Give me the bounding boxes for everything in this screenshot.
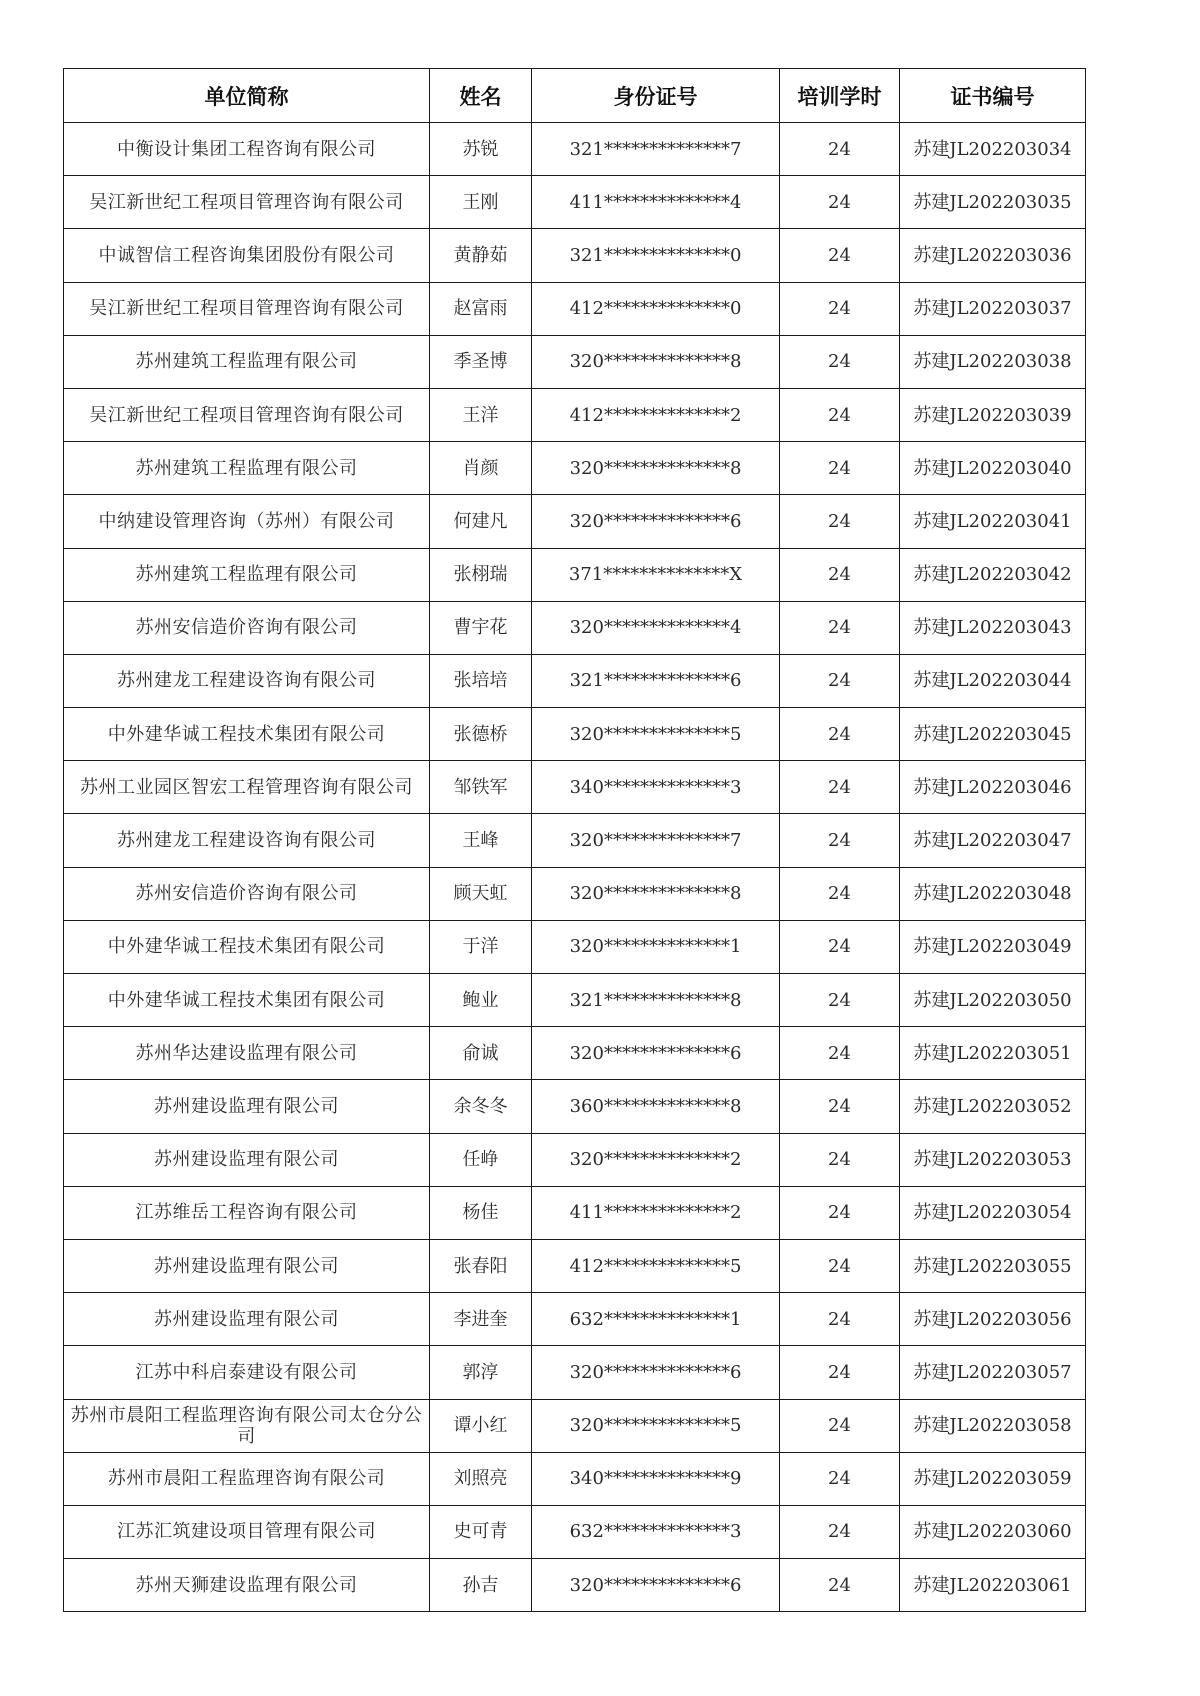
table-row: [64, 335, 1086, 388]
certificate-number-cell: 苏建JL202203052: [900, 1080, 1086, 1133]
training-hours-cell: 24: [780, 920, 900, 973]
unit-name-cell: 中诚智信工程咨询集团股份有限公司: [64, 229, 430, 282]
id-number-cell: 632**************1: [532, 1293, 780, 1346]
table-row: [64, 123, 1086, 176]
table-row: [64, 1133, 1086, 1186]
unit-name-cell: 吴江新世纪工程项目管理咨询有限公司: [64, 388, 430, 441]
id-number-cell: 340**************9: [532, 1452, 780, 1505]
certificate-number-cell: 苏建JL202203059: [900, 1452, 1086, 1505]
training-hours-cell: 24: [780, 1505, 900, 1558]
unit-name-cell: 苏州建筑工程监理有限公司: [64, 548, 430, 601]
certificate-number-cell: 苏建JL202203050: [900, 974, 1086, 1027]
table-row: [64, 388, 1086, 441]
id-number-cell: 320**************1: [532, 920, 780, 973]
table-header: [64, 69, 1086, 123]
id-number-cell: 371**************X: [532, 548, 780, 601]
certificate-number-cell: 苏建JL202203057: [900, 1346, 1086, 1399]
unit-name-cell: 中衡设计集团工程咨询有限公司: [64, 123, 430, 176]
table-row: [64, 708, 1086, 761]
certificate-number-cell: 苏建JL202203055: [900, 1239, 1086, 1292]
id-number-cell: 320**************6: [532, 1027, 780, 1080]
unit-name-cell: 江苏汇筑建设项目管理有限公司: [64, 1505, 430, 1558]
table-row: [64, 601, 1086, 654]
training-hours-cell: 24: [780, 1399, 900, 1452]
training-hours-cell: 24: [780, 1239, 900, 1292]
header-row: [64, 69, 1086, 123]
unit-name-cell: 中外建华诚工程技术集团有限公司: [64, 974, 430, 1027]
unit-name-cell: 苏州建筑工程监理有限公司: [64, 442, 430, 495]
table-row: [64, 1452, 1086, 1505]
certificate-number-cell: 苏建JL202203051: [900, 1027, 1086, 1080]
id-number-cell: 321**************7: [532, 123, 780, 176]
training-hours-cell: 24: [780, 442, 900, 495]
table-row: [64, 974, 1086, 1027]
training-hours-cell: 24: [780, 867, 900, 920]
person-name-cell: 俞诚: [430, 1027, 532, 1080]
id-number-cell: 321**************0: [532, 229, 780, 282]
training-hours-cell: 24: [780, 229, 900, 282]
unit-name-cell: 苏州安信造价咨询有限公司: [64, 867, 430, 920]
id-number-cell: 412**************2: [532, 388, 780, 441]
table-row: [64, 1399, 1086, 1452]
unit-name-cell: 中纳建设管理咨询（苏州）有限公司: [64, 495, 430, 548]
id-number-cell: 320**************4: [532, 601, 780, 654]
table-row: [64, 814, 1086, 867]
unit-name-cell: 苏州建设监理有限公司: [64, 1133, 430, 1186]
certificate-number-cell: 苏建JL202203060: [900, 1505, 1086, 1558]
person-name-cell: 刘照亮: [430, 1452, 532, 1505]
unit-name-cell: 江苏维岳工程咨询有限公司: [64, 1186, 430, 1239]
table-row: [64, 761, 1086, 814]
person-name-cell: 李进奎: [430, 1293, 532, 1346]
certificate-number-cell: 苏建JL202203041: [900, 495, 1086, 548]
training-hours-cell: 24: [780, 761, 900, 814]
unit-name-cell: 苏州建龙工程建设咨询有限公司: [64, 814, 430, 867]
certificate-number-cell: 苏建JL202203061: [900, 1559, 1086, 1612]
id-number-cell: 411**************4: [532, 176, 780, 229]
training-roster-table: [63, 68, 1086, 1612]
training-hours-cell: 24: [780, 1186, 900, 1239]
table-row: [64, 1027, 1086, 1080]
id-number-cell: 320**************7: [532, 814, 780, 867]
certificate-number-cell: 苏建JL202203058: [900, 1399, 1086, 1452]
id-number-cell: 412**************0: [532, 282, 780, 335]
id-number-cell: 632**************3: [532, 1505, 780, 1558]
training-hours-cell: 24: [780, 1346, 900, 1399]
id-number-cell: 320**************6: [532, 1559, 780, 1612]
id-number-cell: 412**************5: [532, 1239, 780, 1292]
person-name-cell: 王峰: [430, 814, 532, 867]
training-hours-cell: 24: [780, 814, 900, 867]
table-row: [64, 229, 1086, 282]
certificate-number-cell: 苏建JL202203042: [900, 548, 1086, 601]
person-name-cell: 何建凡: [430, 495, 532, 548]
unit-name-cell: 苏州市晨阳工程监理咨询有限公司太仓分公司: [64, 1399, 430, 1452]
id-number-cell: 411**************2: [532, 1186, 780, 1239]
training-hours-cell: 24: [780, 974, 900, 1027]
training-hours-cell: 24: [780, 1080, 900, 1133]
training-hours-cell: 24: [780, 1559, 900, 1612]
person-name-cell: 曹宇花: [430, 601, 532, 654]
id-number-cell: 340**************3: [532, 761, 780, 814]
table-row: [64, 654, 1086, 707]
table-row: [64, 1505, 1086, 1558]
table-row: [64, 1559, 1086, 1612]
training-hours-cell: 24: [780, 282, 900, 335]
certificate-number-cell: 苏建JL202203040: [900, 442, 1086, 495]
certificate-number-cell: 苏建JL202203047: [900, 814, 1086, 867]
person-name-cell: 任峥: [430, 1133, 532, 1186]
id-number-cell: 320**************5: [532, 708, 780, 761]
unit-name-cell: 苏州工业园区智宏工程管理咨询有限公司: [64, 761, 430, 814]
unit-name-cell: 江苏中科启泰建设有限公司: [64, 1346, 430, 1399]
training-hours-cell: 24: [780, 1027, 900, 1080]
unit-name-cell: 苏州建设监理有限公司: [64, 1239, 430, 1292]
certificate-number-cell: 苏建JL202203053: [900, 1133, 1086, 1186]
table-row: [64, 442, 1086, 495]
table-row: [64, 1346, 1086, 1399]
unit-name-cell: 苏州建筑工程监理有限公司: [64, 335, 430, 388]
training-hours-cell: 24: [780, 601, 900, 654]
person-name-cell: 肖颜: [430, 442, 532, 495]
person-name-cell: 郭淳: [430, 1346, 532, 1399]
table-row: [64, 548, 1086, 601]
table-row: [64, 495, 1086, 548]
certificate-number-cell: 苏建JL202203035: [900, 176, 1086, 229]
training-hours-cell: 24: [780, 388, 900, 441]
certificate-number-cell: 苏建JL202203039: [900, 388, 1086, 441]
person-name-cell: 史可青: [430, 1505, 532, 1558]
unit-name-cell: 苏州建龙工程建设咨询有限公司: [64, 654, 430, 707]
person-name-cell: 黄静茹: [430, 229, 532, 282]
person-name-cell: 孙吉: [430, 1559, 532, 1612]
certificate-number-cell: 苏建JL202203037: [900, 282, 1086, 335]
person-name-cell: 邹铁军: [430, 761, 532, 814]
table-row: [64, 1186, 1086, 1239]
certificate-number-cell: 苏建JL202203036: [900, 229, 1086, 282]
person-name-cell: 王刚: [430, 176, 532, 229]
person-name-cell: 张春阳: [430, 1239, 532, 1292]
id-number-cell: 321**************8: [532, 974, 780, 1027]
id-number-cell: 321**************6: [532, 654, 780, 707]
training-hours-cell: 24: [780, 708, 900, 761]
certificate-number-cell: 苏建JL202203046: [900, 761, 1086, 814]
table-row: [64, 1239, 1086, 1292]
certificate-number-cell: 苏建JL202203056: [900, 1293, 1086, 1346]
person-name-cell: 顾天虹: [430, 867, 532, 920]
person-name-cell: 苏锐: [430, 123, 532, 176]
header-unit-name: 单位简称: [64, 69, 430, 123]
unit-name-cell: 苏州安信造价咨询有限公司: [64, 601, 430, 654]
certificate-number-cell: 苏建JL202203049: [900, 920, 1086, 973]
unit-name-cell: 吴江新世纪工程项目管理咨询有限公司: [64, 176, 430, 229]
unit-name-cell: 苏州华达建设监理有限公司: [64, 1027, 430, 1080]
id-number-cell: 320**************2: [532, 1133, 780, 1186]
person-name-cell: 张培培: [430, 654, 532, 707]
training-hours-cell: 24: [780, 335, 900, 388]
person-name-cell: 王洋: [430, 388, 532, 441]
person-name-cell: 余冬冬: [430, 1080, 532, 1133]
person-name-cell: 张栩瑞: [430, 548, 532, 601]
id-number-cell: 320**************6: [532, 495, 780, 548]
table-row: [64, 1293, 1086, 1346]
training-hours-cell: 24: [780, 654, 900, 707]
header-id-number: 身份证号: [532, 69, 780, 123]
header-training-hours: 培训学时: [780, 69, 900, 123]
table-row: [64, 176, 1086, 229]
id-number-cell: 320**************8: [532, 867, 780, 920]
training-hours-cell: 24: [780, 1452, 900, 1505]
unit-name-cell: 苏州天狮建设监理有限公司: [64, 1559, 430, 1612]
id-number-cell: 360**************8: [532, 1080, 780, 1133]
certificate-number-cell: 苏建JL202203044: [900, 654, 1086, 707]
person-name-cell: 季圣博: [430, 335, 532, 388]
unit-name-cell: 苏州市晨阳工程监理咨询有限公司: [64, 1452, 430, 1505]
training-hours-cell: 24: [780, 123, 900, 176]
certificate-number-cell: 苏建JL202203045: [900, 708, 1086, 761]
table-body: [64, 123, 1086, 1612]
person-name-cell: 杨佳: [430, 1186, 532, 1239]
id-number-cell: 320**************8: [532, 442, 780, 495]
training-hours-cell: 24: [780, 1133, 900, 1186]
certificate-number-cell: 苏建JL202203043: [900, 601, 1086, 654]
person-name-cell: 谭小红: [430, 1399, 532, 1452]
training-hours-cell: 24: [780, 548, 900, 601]
training-hours-cell: 24: [780, 176, 900, 229]
id-number-cell: 320**************6: [532, 1346, 780, 1399]
table-row: [64, 920, 1086, 973]
unit-name-cell: 中外建华诚工程技术集团有限公司: [64, 920, 430, 973]
unit-name-cell: 苏州建设监理有限公司: [64, 1293, 430, 1346]
table-row: [64, 1080, 1086, 1133]
certificate-number-cell: 苏建JL202203038: [900, 335, 1086, 388]
training-hours-cell: 24: [780, 1293, 900, 1346]
certificate-number-cell: 苏建JL202203048: [900, 867, 1086, 920]
unit-name-cell: 中外建华诚工程技术集团有限公司: [64, 708, 430, 761]
unit-name-cell: 吴江新世纪工程项目管理咨询有限公司: [64, 282, 430, 335]
certificate-number-cell: 苏建JL202203034: [900, 123, 1086, 176]
person-name-cell: 于洋: [430, 920, 532, 973]
person-name-cell: 鲍业: [430, 974, 532, 1027]
unit-name-cell: 苏州建设监理有限公司: [64, 1080, 430, 1133]
header-person-name: 姓名: [430, 69, 532, 123]
person-name-cell: 张德桥: [430, 708, 532, 761]
table-row: [64, 282, 1086, 335]
id-number-cell: 320**************8: [532, 335, 780, 388]
person-name-cell: 赵富雨: [430, 282, 532, 335]
training-hours-cell: 24: [780, 495, 900, 548]
certificate-number-cell: 苏建JL202203054: [900, 1186, 1086, 1239]
id-number-cell: 320**************5: [532, 1399, 780, 1452]
table-row: [64, 867, 1086, 920]
header-certificate-number: 证书编号: [900, 69, 1086, 123]
